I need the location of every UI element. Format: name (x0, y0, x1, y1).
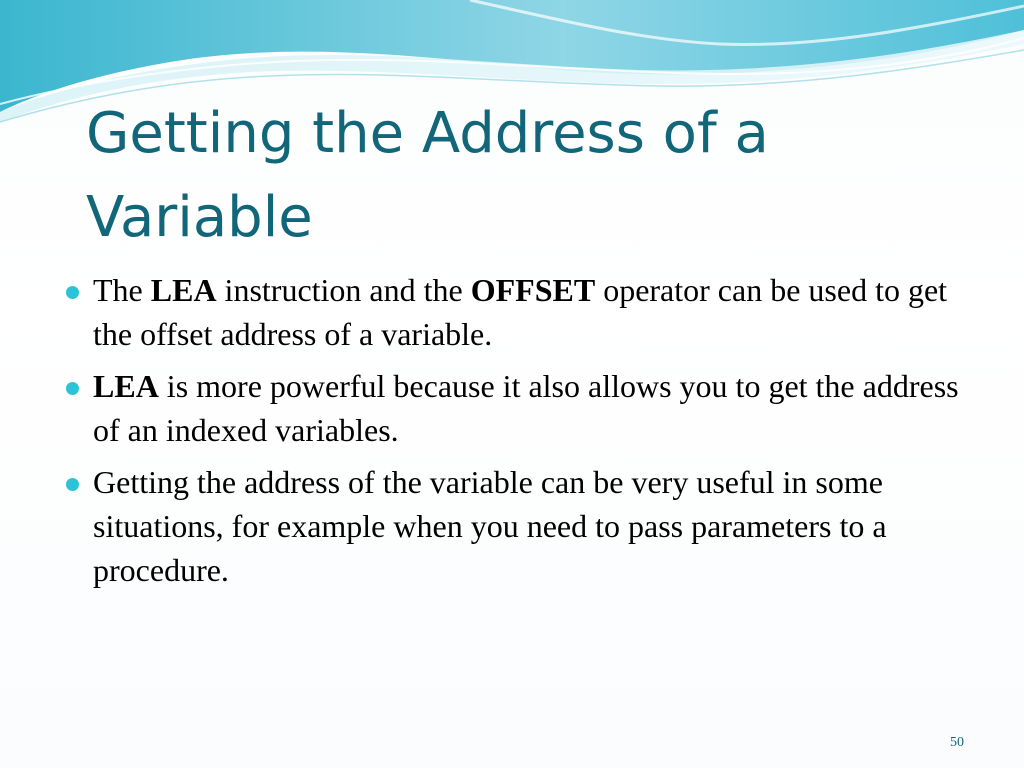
bullet-item (62, 460, 962, 592)
keyword-lea: LEA (150, 272, 217, 308)
page-number: 50 (950, 735, 964, 750)
bullet-text-part: operator can be used to get the offset address of a variable. (93, 272, 948, 352)
bullet-dot-icon (66, 286, 79, 299)
bullet-item (62, 364, 962, 452)
bullet-text-part: instruction and the (216, 272, 471, 308)
bullet-dot-icon (66, 382, 79, 395)
bullet-text-part: The (93, 272, 151, 308)
bullet-text-part: is more powerful because it also allows you to get the address of an indexed variables. (93, 368, 959, 448)
slide-title: Getting the Address of a Variable (86, 101, 769, 250)
bullet-text-part: Getting the address of the variable can be very useful in some situations, for example when you need to pass parameters to a procedure. (93, 464, 887, 588)
bullet-list (62, 268, 962, 600)
keyword-lea: LEA (93, 368, 159, 404)
bullet-dot-icon (66, 478, 79, 491)
keyword-offset: OFFSET (470, 272, 596, 308)
bullet-item (62, 268, 962, 356)
